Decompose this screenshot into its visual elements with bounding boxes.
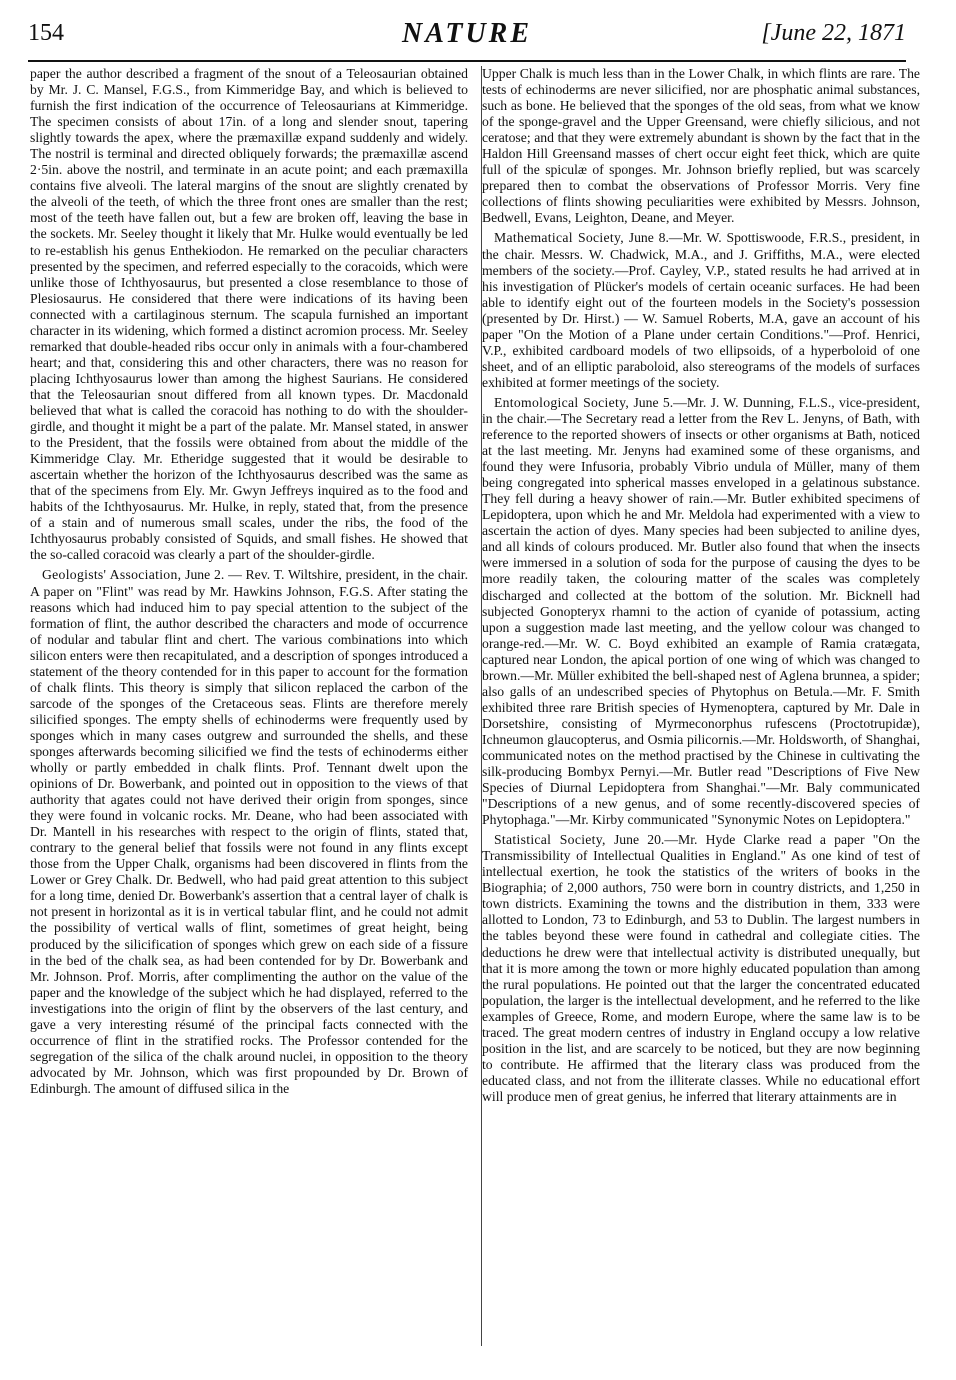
left-column	[30, 66, 468, 1097]
society-heading: Mathematical Society,	[494, 230, 624, 246]
paragraph: paper the author described a fragment of the snout of a Teleosaurian obtained by Mr. J. C. Mansel, F.G.S., from Kimmeridge Bay, and which is believed to furnish the first indication of the occurrence of Teleosaurians at Kimmeridge. The specimen consists of about 17in. of a long and slender snout, tapering slightly towards the apex, where the præmaxillæ expand suddenly and widely. The nostril is terminal and directed obliquely forwards; the præmaxillæ ascend 2·5in. above the nostril, and terminate in an acute point; and each præmaxilla contains five alveoli. The lateral margins of the snout are slightly crenated by the alveoli of the teeth, of which the three front ones are smaller than the rest; most of the teeth have fallen out, but a few are broken off, leaving the base in the sockets. Mr. Seeley thought it likely that Mr. Hulke would eventually be led to re-establish his genus Enthekiodon. He remarked on the peculiar characters presented by the specimen, and referred especially to the coracoids, which were unlike those of Ichthyosaurus, but presented a close resemblance to those of Plesiosaurus. He considered that there were indications of its having been connected with a cartilaginous sternum. The scapula furnished an important character in its widening, which formed a distinct acromion process. Mr. Seeley remarked that double-headed ribs occur only in animals with a four-chambered heart; and that, considering this and other characters, there was no reason for placing Ichthyosaurus lower than among the highest Saurians. He considered that the Teleosaurian snout differed from all known types. Dr. Macdonald believed that what is called the coracoid has nothing to do with the shoulder-girdle, and thought it might be a part of the palate. Mr. Mansel stated, in answer to the President, that the fossils were obtained from about the middle of the Kimmeridge Clay. Mr. Etheridge suggested that it would be desirable to ascertain whether the horizon of the Ichthyosaurus described was the same as that of the specimens from Ely. Mr. Gwyn Jeffreys inquired as to the food and habits of the Ichthyosaurus. Mr. Hulke, in reply, stated that, from the presence of a stain and of numerous small scales, under the ribs, the food of the Ichthyosaurus probably consisted of Squids, and small fishes. He showed that the so-called coracoid was clearly a part of the shoulder-girdle.	[30, 66, 468, 563]
society-heading: Statistical Society,	[494, 832, 606, 848]
society-heading: Geologists' Association,	[42, 567, 182, 583]
paragraph-body: June 2. — Rev. T. Wiltshire, president, in the chair. A paper on "Flint" was read by Mr. Hawkins Johnson, F.G.S. After stating the reasons which had induced him to pay special attention to the subject of the formation of flint, the author described the characters and mode of occurrence of nodular and tabular flint and chert. The various combinations into which silicon enters were then recapitulated, and a description of sponges introduced a statement of the theory contended for in this paper to account for the formation of chalk flints. This theory is simply that silicon replaced the carbon of the sarcode of the sponges of the Cretaceous seas. Flints are therefore merely silicified sponges. The empty shells of echinoderms were frequently used by sponges which in many cases outgrew and surrounded the shells, and these sponges afterwards becoming silicified we find the tests of echinoderms either wholly or partly embedded in chalk flints. Prof. Tennant dwelt upon the opinions of Dr. Bowerbank, and pointed out in opposition to the views of that authority that agates could not have derived their origin from sponges, since they were found in volcanic rocks. Mr. Deane, who had been associated with Dr. Mantell in his researches with respect to the origin of flints, stated that, contrary to the general belief that fossils were not found in any flints except those from the Upper Chalk, organisms had been discovered in flints from the Lower or Grey Chalk. Dr. Bedwell, who had paid great attention to this subject for a long time, denied Dr. Bowerbank's assertion that a central layer of chalk is not present in horizontal as it is in vertical tabular flint, and he could not admit the possibility of vertical walls of flint, sometimes of great height, being produced by the silicification of sponges which grew on each side of a fissure in the bed of the chalk sea, as had been contended for by Dr. Bowerbank and Mr. Johnson. Prof. Morris, after complimenting the author on the value of the paper and the knowledge of the subject which he had displayed, referred to the investigations into the origin of flint by the observers of the last century, and gave a very interesting résumé of the principal facts connected with the occurrence of flint in the stratified rocks. The Professor contended for the segregation of the silica of the chalk around nuclei, in opposition to the theory advocated by Mr. Johnson, which was first propounded by Dr. Brown of Edinburgh. The amount of diffused silica in the	[30, 567, 468, 1096]
header-rule	[28, 60, 906, 62]
running-header	[28, 18, 906, 58]
issue-date: [June 22, 1871	[761, 20, 906, 46]
society-heading: Entomological Society,	[494, 394, 630, 410]
page-number: 154	[28, 20, 64, 46]
paragraph: Upper Chalk is much less than in the Lower Chalk, in which flints are rare. The tests of echinoderms are never silicified, nor are phosphatic animal substances, such as bone. He believed that the sponges of the old seas, from what we know of the sponge-gravel and the Upper Greensand, were chiefly silicious, and not ceratose; and that they were extremely abundant is shown by the fact that in the Haldon Hill Greensand masses of chert occur eight feet thick, which are quite full of the spiculæ of sponges. Mr. Johnson briefly replied, but was scarcely prepared then to combat the observations of Professor Morris. Very fine collections of flints showing peculiarities were exhibited by Messrs. Johnson, Bedwell, Evans, Leighton, Deane, and Meyer.	[482, 66, 920, 226]
paragraph-body: June 8.—Mr. W. Spottiswoode, F.R.S., president, in the chair. Messrs. W. Chadwick, M.A., and J. Griffiths, M.A., were elected members of the society.—Prof. Cayley, V.P., stated results he had arrived at in his investigation of Plücker's models of certain oceanic surfaces. He had been able to identify eight out of the fourteen models in the Society's possession (presented by Dr. Hirst.) — W. Samuel Roberts, M.A, gave an account of his paper "On the Motion of a Plane under certain Conditions."—Prof. Henrici, V.P., exhibited cardboard models of two ellipsoids, of a hyperboloid of one sheet, and of an elliptic paraboloid, also stereograms of the models of surfaces exhibited at former meetings of the society.	[482, 230, 921, 390]
paragraph	[482, 230, 920, 390]
paragraph	[482, 395, 920, 828]
journal-title: NATURE	[401, 18, 533, 49]
right-column	[482, 66, 920, 1105]
paragraph-body: June 5.—Mr. J. W. Dunning, F.L.S., vice-president, in the chair.—The Secretary read a letter from the Rev L. Jenyns, of Bath, with reference to the reported showers of insects or other organisms at Bath, noticed at the last meeting. Mr. Jenyns had examined some of these organisms, and found they were Infusoria, probably Vibrio undula of Müller, many of them being congregated into spherical masses enveloped in a gelatinous substance. They fell during a heavy shower of rain.—Mr. Butler exhibited specimens of Lepidoptera, upon which he and Mr. Meldola had experimented with a view to ascertain the action of dyes. Many species had been subjected to aniline dyes, and all kinds of colours produced. Mr. Butler also found that when the insects were immersed in a solution of soda for the purpose of causing the dyes to be more readily taken, the colouring matter of the scales was completely discharged and collected at the bottom of the solution. Mr. Bicknell had subjected Gonopteryx rhamni to the action of cyanide of potassium, acting upon a suggestion made last meeting, and the yellow colour was changed to orange-red.—Mr. W. C. Boyd exhibited an example of Ramia cratægata, captured near London, the apical portion of one wing of which was changed to brown.—Mr. Müller exhibited the bell-shaped nest of Aglena brunnea, a spider; also galls of an undescribed species of Phytophus on Betula.—Mr. F. Smith exhibited three rare British species of Hymenoptera, captured by Mr. Dale in Dorsetshire, consisting of Myrmeconorphus rufescens (Proctotrupidæ), Ichneumon glaucopterus, and Osmia pilicornis.—Mr. Holdsworth, of Shanghai, communicated notes on the method practised by the Chinese in cultivating the silk-producing Bombyx Pernyi.—Mr. Butler read "Descriptions of Five New Species of Diurnal Lepidoptera from Shanghai."—Mr. Baly communicated "Descriptions of a new genus, and of some recently-discovered species of Phytophaga."—Mr. Kirby communicated "Synonymic Notes on Lepidoptera."	[482, 394, 920, 828]
paragraph-body: June 20.—Mr. Hyde Clarke read a paper "On the Transmissibility of Intellectual Qualities in England." As one kind of test of intellectual exertion, he took the statistics of the writers of books in the Biographia; of 2,000 authors, 750 were born in country districts, and 1,250 in town districts. Examining the towns and the distribution in them, 333 were allotted to London, 73 to Edinburgh, and 53 to Dublin. The largest numbers in the tables beyond these were found in cathedral and collegiate cities. The deductions he drew were that intellectual activity is distributed unequally, but that it is more among the town or more highly educated population than among the rural populations. He pointed out that the larger the concentrated educated population, the larger is the intellectual development, and he referred to the like examples of Greece, Rome, and modern Europe, where the same law is to be traced. The great modern centres of industry in England occupy a low relative position in the list, and are scarcely to be noticed, but they are now beginning to contribute. He affirmed that the literary class was produced from the educated class, and not from the illiterate classes. While no educational effort will produce men of great genius, he inferred that literary attainments are in	[482, 832, 920, 1104]
paragraph	[30, 567, 468, 1097]
paragraph	[482, 832, 920, 1105]
